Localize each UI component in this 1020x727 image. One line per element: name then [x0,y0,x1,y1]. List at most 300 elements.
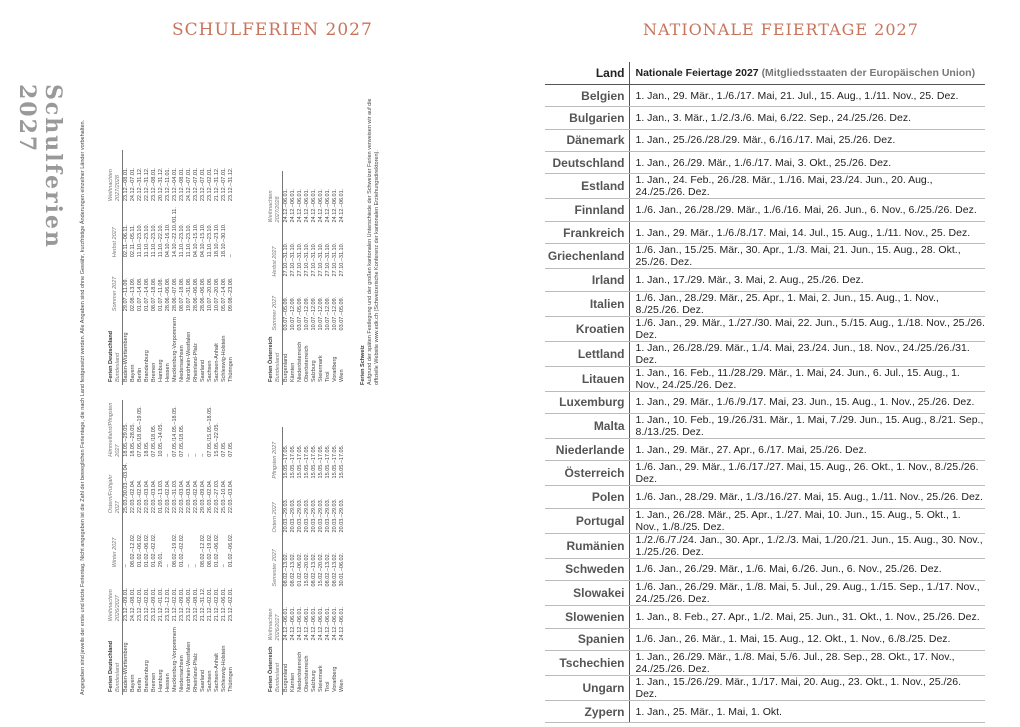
ferien-date-cell: 04.10.–16.10. [165,223,171,258]
dates-cell: 1. Jan., 25. Mär., 1. Mai, 1. Okt. [629,700,985,722]
ferien-date-cell: 07.05./18.05. [179,424,185,457]
land-cell: Finnland [545,199,629,221]
land-cell: Deutschland [545,152,629,174]
table-row [318,427,325,695]
ferien-date-cell: 04.10.–15.10. [193,223,199,258]
ferien-header-cell [108,624,123,695]
bundesland-cell: Niederösterreich [297,651,303,692]
bundesland-cell: Bremen [151,362,157,382]
ferien-date-cell: 27.10.–31.10. [339,242,345,277]
table-row [207,150,214,385]
dates-cell: 1. Jan., 26./29. Mär., 1./8. Mai, 5./6. Jul., 28. Sep., 28. Okt., 17. Nov., 24./25./26. Dez. [629,650,985,675]
table-row [325,171,332,385]
ferien-date-cell: 01.07.–11.08. [158,277,164,312]
dates-cell: 1./6. Jan., 26./29. Mär., 1./8. Mai, 5. Jul., 29. Aug., 1./15. Sep., 1./17. Nov., 24./25./26. Dez. [629,581,985,606]
table-row [545,316,985,341]
ferien-date-cell: 15.05.–17.05. [325,444,331,479]
bundesland-cell: Bremen [151,672,157,692]
ferien-date-cell: 02.11.–06.11. [123,224,129,258]
ferien-header-cell [268,333,283,385]
ferien-date-cell: 24.12.–06.01. [290,606,296,641]
ferien-date-cell: 05.07.–14.08. [221,277,227,312]
ferien-date-cell: 20.03.–29.03. [311,498,317,533]
land-cell: Kroatien [545,316,629,341]
bundesland-cell: Brandenburg [144,350,150,382]
ferien-date-cell: 28.06.–06.08. [200,277,206,312]
ferien-column-header: Winter 2027 [108,516,123,570]
ferien-date-cell: 11.10.–23.10. [179,223,185,258]
bundesland-cell: Schleswig-Holstein [221,645,227,692]
table-row [297,171,304,385]
ferien-date-cell: 24.12.–06.01. [283,188,289,223]
ferien-date-cell: 11.10.–23.10. [137,223,143,258]
ferien-column-header: Weihnachten 2027/2028 [268,171,283,225]
dates-cell: 1./6. Jan., 26./29. Mär., 1./6. Mai, 6./26. Jun., 6. Nov., 25./26. Dez. [629,558,985,580]
ferien-date-cell: 07.05./18.05. [151,424,157,457]
table-row [545,508,985,533]
bundesland-cell: Burgenland [283,663,289,692]
table-row [545,486,985,508]
ferien-header: Ferien Österreich [268,646,274,692]
bundesland-cell: Hessen [165,363,171,382]
header-land: Land [545,62,629,84]
ferien-date-cell: 23.12.–07.01. [221,167,227,202]
ferien-date-cell: 27.10.–31.10. [332,242,338,277]
ferien-date-cell: 01.07.–14.08. [137,277,143,312]
ferien-date-cell: 08.02.–19.02. [207,533,213,568]
table-row [545,650,985,675]
ferien-date-cell: 24.12.–06.01. [304,188,310,223]
ferien-date-cell: 21.12.–06.01. [221,587,227,622]
table-row [545,533,985,558]
land-cell: Polen [545,486,629,508]
ferien-schweiz-header: Ferien Schweiz [360,345,366,385]
ferien-column-header: Herbst 2027 [268,225,283,279]
bundesland-cell: Sachsen [207,670,213,692]
dates-cell: 1. Jan., 17./29. Mär., 3. Mai, 2. Aug., 25./26. Dez. [629,269,985,291]
ferien-date-cell: 21.12.–31.12. [200,587,206,622]
land-cell: Spanien [545,628,629,650]
ferien-date-cell: 23.12.–07.01. [200,167,206,202]
land-cell: Österreich [545,461,629,486]
bundesland-cell: Baden-Württemberg [123,642,129,692]
ferien-date-cell: 08.02.–13.02. [283,552,289,587]
ferien-date-cell: 23.12.–31.12. [228,167,234,202]
ferien-header: Ferien Deutschland [108,640,114,692]
ferien-schweiz [360,95,381,385]
ferien-date-cell: 11.10.–22.10. [158,223,164,258]
ferien-column-header: Weihnachten 2027/2028 [108,150,123,204]
table-row [137,400,144,695]
land-cell: Griechenland [545,244,629,269]
ferien-date-cell: 24.12.–06.01. [339,188,345,223]
ferien-date-cell: 22.03.–03.04. [151,479,157,514]
ferien-date-cell: 22.12.–31.12. [144,167,150,202]
table-row [545,461,985,486]
ferien-date-cell: 03.07.–05.09. [297,296,303,331]
bundesland-cell: Vorarlberg [332,356,338,382]
table-row [545,675,985,700]
ferien-date-cell: 01.02.–02.02. [179,533,185,568]
table-row [311,171,318,385]
dates-cell: 1. Jan., 29. Mär., 1./6./17. Mai, 21. Jul., 15. Aug., 1./11. Nov., 25. Dez. [629,84,985,106]
table-row [186,150,193,385]
ferien-date-cell: 21.12.–02.01. [172,587,178,622]
ferien-date-cell: 23.12.–08.01. [179,167,185,202]
ferien-date-cell: 01.02.–06.02. [137,533,143,568]
ferien-date-cell: 23.12.–12.01. [165,587,171,622]
bundesland-cell: Hamburg [158,359,164,382]
ferien-date-cell: 22.12.–31.12. [137,167,143,202]
ferien-date-cell: 14.10.–22.10./01.11. [172,207,178,258]
bundesland-cell: Thüringen [228,357,234,382]
bundesland-cell: Rheinland-Pfalz [193,343,199,382]
table-row [545,558,985,580]
ferien-date-cell: 21.12.–02.01. [207,587,213,622]
ferien-date-cell: 23.12.–09.01. [123,587,129,622]
dates-cell: 1. Jan., 26./28. Mär., 25. Apr., 1./27. Mai, 10. Jun., 15. Aug., 5. Okt., 1. Nov., 1./8./25. Dez. [629,508,985,533]
ferien-date-cell: 29.07.–11.09. [123,277,129,312]
ferien-date-cell: 10.07.–20.08. [214,277,220,312]
ferien-date-cell: 08.07.–18.08. [179,277,185,312]
table-row [545,84,985,106]
bundesland-cell: Wien [339,369,345,382]
ferien-date-cell: 22.03.–03.04. [144,479,150,514]
ferien-date-cell: 27.10.–31.10. [290,242,296,277]
ferien-date-cell: 24.12.–06.01. [332,188,338,223]
ferien-date-cell: 20.03.–29.03. [304,498,310,533]
table-row [123,400,131,695]
bundesland-cell: Rheinland-Pfalz [193,653,199,692]
ferien-date-cell: 24.12.–06.01. [290,188,296,223]
dates-cell: 1. Jan., 24. Feb., 26./28. Mär., 1./16. Mai, 23./24. Jun., 20. Aug., 24./25./26. Dez. [629,174,985,199]
table-row [130,150,137,385]
ferien-date-cell: 22.03.–02.04. [165,479,171,514]
ferien-date-cell: 11.10.–23.10. [207,223,213,258]
table-row [545,174,985,199]
land-cell: Litauen [545,366,629,391]
land-cell: Malta [545,414,629,439]
table-row [318,171,325,385]
ferien-table [108,150,235,385]
ferien-date-cell: 10.07.–12.09. [325,296,331,331]
bundesland-cell: Sachsen-Anhalt [214,343,220,382]
ferien-date-cell: 22.03.–02.04. [137,479,143,514]
bundesland-cell: Vorarlberg [332,666,338,692]
ferien-date-cell: 15.05.–17.05. [318,444,324,479]
table-row [214,150,221,385]
table-row [545,244,985,269]
ferien-date-cell: 20.03.–29.03. [297,498,303,533]
ferien-date-cell: 26.03.–02.04. [207,479,213,514]
ferien-date-cell: 29.03.–09.04. [200,479,206,514]
ferien-date-cell: 23.12.–08.01. [123,167,129,202]
table-row [151,150,158,385]
table-row [207,400,214,695]
ferien-date-cell: 20.03.–29.03. [332,498,338,533]
ferien-date-cell: 01.02.–06.02. [297,552,303,587]
ferien-header: Ferien Österreich [268,336,274,382]
table-at-2 [268,171,346,385]
ferien-date-cell: 21.12.–02.01. [214,587,220,622]
land-cell: Italien [545,291,629,316]
land-cell: Rumänien [545,533,629,558]
table-row [179,400,186,695]
table-row [297,427,304,695]
bundesland-cell: Hamburg [158,669,164,692]
bundesland-cell: Schleswig-Holstein [221,335,227,382]
land-cell: Niederlande [545,439,629,461]
land-cell: Estland [545,174,629,199]
table-row [545,291,985,316]
ferien-header-cell [268,643,283,695]
ferien-date-cell: 23.12.–09.01. [151,587,157,622]
ferien-date-cell: 18.05. [144,441,150,457]
ferien-date-cell: – [165,564,171,568]
ferien-date-cell: 24.12.–06.01. [318,188,324,223]
ferien-date-cell: 22.03.–03.04. [179,479,185,514]
table-row [545,341,985,366]
bundesland-cell: Saarland [200,669,206,692]
ferien-date-cell: 21.12.–31.12. [214,167,220,202]
table-row [214,400,221,695]
ferien-column-header: Sommer 2027 [268,279,283,333]
ferien-schweiz-text: Aufgrund der späten Festlegung und der großen kantonalen Unterschiede der Schweizer Ferien verweisen wir auf die offizielle Website www.edk.ch (Schweizerische Konferenz der kantonalen Erziehungsdirektoren). [367,98,380,385]
table-row [158,400,165,695]
ferien-date-cell: 28.06.–06.08. [193,277,199,312]
bundesland-cell: Kärnten [290,362,296,382]
feiertage-title: NATIONALE FEIERTAGE 2027 [643,20,919,39]
ferien-date-cell: 07.05./18.05.–19.05. [137,406,143,457]
table-row [545,391,985,413]
ferien-date-cell: 15.05.–17.05. [290,444,296,479]
ferien-date-cell: 08.02.–13.02. [325,552,331,587]
dates-cell: 1./6. Jan., 26. Mär., 1. Mai, 15. Aug., 12. Okt., 1. Nov., 6./8./25. Dez. [629,628,985,650]
ferien-column-header: Himmelfahrt/Pfingsten 2027 [108,400,123,460]
bundesland-cell: Mecklenburg-Vorpommern [172,627,178,692]
table-row [283,171,291,385]
dates-cell: 1. Jan., 8. Feb., 27. Apr., 1./2. Mai, 25. Jun., 31. Okt., 1. Nov., 25./26. Dez. [629,606,985,628]
table-at-1 [268,427,346,695]
ferien-header-cell [108,314,123,385]
bundesland-cell: Oberösterreich [304,655,310,692]
ferien-date-cell: 03.07.–05.09. [283,296,289,331]
ferien-date-cell: 23.12.–08.01. [151,167,157,202]
table-row [172,150,179,385]
ferien-date-cell: 08.02.–13.02. [290,552,296,587]
ferien-date-cell: – [193,564,199,568]
ferien-date-cell: 25.03./30.03.–03.04. [123,462,129,514]
table-row [545,700,985,722]
ferien-date-cell: 23.12.–08.01. [193,587,199,622]
bundesland-cell: Hessen [165,673,171,692]
table-row [545,152,985,174]
ferien-date-cell: 08.02.–13.02. [311,552,317,587]
ferien-column-header: Weihnachten 2026/2027 [268,589,283,643]
ferien-date-cell: 10.07.–12.09. [304,296,310,331]
bundesland-cell: Nordrhein-Westfalen [186,331,192,382]
bundesland-cell: Sachsen [207,360,213,382]
ferien-date-cell: 20.03.–29.03. [325,498,331,533]
ferien-date-cell: 24.12.–07.01. [186,167,192,202]
table-row [193,150,200,385]
ferien-date-cell: 24.12.–06.01. [325,606,331,641]
bundesland-cell: Salzburg [311,670,317,692]
ferien-date-cell: 15.05.–17.05. [339,444,345,479]
ferien-header-row [108,150,123,385]
ferien-date-cell: 18.10.–30.10. [221,223,227,258]
table-row [179,150,186,385]
ferien-date-cell: 08.02.–13.02. [332,552,338,587]
bundesland-cell: Steiermark [318,665,324,692]
ferien-date-cell: 01.02.–02.02. [151,533,157,568]
bundesland-cell: Sachsen-Anhalt [214,653,220,692]
bundesland-cell: Berlin [137,367,143,382]
ferien-date-cell: 10.07.–12.09. [318,296,324,331]
bundesland-cell: Mecklenburg-Vorpommern [172,317,178,382]
table-row [545,366,985,391]
ferien-date-cell: 15.05.–17.05. [332,444,338,479]
ferien-date-cell: 28.06.–07.08. [172,277,178,312]
bundesland-cell: Tirol [325,371,331,382]
bundesland-cell: Wien [339,679,345,692]
table-row [221,150,228,385]
land-cell: Zypern [545,700,629,722]
table-row [137,150,144,385]
ferien-date-cell: 23.12.–07.01. [193,167,199,202]
ferien-date-cell: 20.03.–29.03. [339,498,345,533]
ferien-column-header: Sommer 2027 [108,260,123,314]
ferien-subheader: Bundesland [275,352,281,382]
ferien-column-header: Ostern 2027 [268,481,283,535]
table-row [123,150,131,385]
ferien-date-cell: 11.10.–23.10. [144,223,150,258]
table-row [186,400,193,695]
ferien-date-cell: 03.07.–05.09. [339,296,345,331]
dates-cell: 1. Jan., 16. Feb., 11./28./29. Mär., 1. Mai, 24. Jun., 6. Jul., 15. Aug., 1. Nov., 24./25./26. Dez. [629,366,985,391]
table-row [165,150,172,385]
land-cell: Dänemark [545,129,629,151]
ferien-date-cell: 27.10.–31.10. [311,242,317,277]
ferien-column-header: Ostern/Frühjahr 2027 [108,460,123,516]
ferien-header-row [268,171,283,385]
table-row [193,400,200,695]
ferien-table [108,400,235,695]
ferien-date-cell: 07.05./14.05.–18.05. [172,406,178,457]
ferien-date-cell: 24.12.–06.01. [297,606,303,641]
bundesland-cell: Berlin [137,677,143,692]
ferien-date-cell: 18.05.–28.05. [130,423,136,457]
ferien-date-cell: 01.02.–06.02. [144,533,150,568]
ferien-date-cell: 08.02.–12.02. [130,533,136,568]
ferien-date-cell: 01.02.–06.02. [214,533,220,568]
ferien-date-cell: 24.12.–06.01. [332,606,338,641]
table-row [545,581,985,606]
ferien-date-cell: 10.07.–12.09. [290,296,296,331]
bundesland-cell: Niedersachsen [179,655,185,692]
dates-cell: 1./6. Jan., 29. Mär., 1./6./17./27. Mai, 15. Aug., 26. Okt., 1. Nov., 8./25./26. Dez. [629,461,985,486]
ferien-date-cell: 01.03.–13.03. [158,479,164,514]
ferien-date-cell: 20.03.–29.03. [290,498,296,533]
table-row [339,171,346,385]
ferien-date-cell: – [228,254,234,258]
land-cell: Slowenien [545,606,629,628]
ferien-date-cell: 15.05.–17.05. [297,444,303,479]
table-row [545,129,985,151]
ferien-date-cell: – [200,453,206,457]
table-row [144,400,151,695]
ferien-date-cell: – [186,453,192,457]
table-row [545,439,985,461]
ferien-date-cell: 27.10.–31.10. [304,242,310,277]
bundesland-cell: Oberösterreich [304,345,310,382]
table-row [545,221,985,243]
table-row [545,269,985,291]
ferien-date-cell: 23.12.–02.01. [207,167,213,202]
ferien-date-cell: 24.12.–06.01. [304,606,310,641]
table-row [339,427,346,695]
dates-cell: 1./6. Jan., 15./25. Mär., 30. Apr., 1./3. Mai, 21. Jun., 15. Aug., 28. Okt., 25./26. Dez. [629,244,985,269]
ferien-date-cell: 28.06.–06.08. [165,277,171,312]
ferien-date-cell: – [193,453,199,457]
land-cell: Luxemburg [545,391,629,413]
ferien-date-cell: 27.10.–31.10. [297,242,303,277]
bundesland-cell: Niedersachsen [179,345,185,382]
table-de-1 [108,400,235,695]
ferien-header: Ferien Deutschland [108,330,114,382]
ferien-column-header: Herbst 2027 [108,204,123,260]
bundesland-cell: Nordrhein-Westfalen [186,641,192,692]
ferien-date-cell: 07.05./15.05.–18.05. [207,406,213,457]
table-row [151,400,158,695]
ferien-date-cell: 23.12.–02.01. [144,587,150,622]
bundesland-cell: Saarland [200,359,206,382]
dates-cell: 1./6. Jan., 28./29. Mär., 25. Apr., 1. Mai, 2. Jun., 15. Aug., 1. Nov., 8./25./26. Dez. [629,291,985,316]
header-sub: (Mitgliedsstaaten der Europäischen Union) [761,66,976,79]
dates-cell: 1. Jan., 26./28./29. Mär., 1./4. Mai, 23./24. Jun., 18. Nov., 24./25./26./31. Dez. [629,341,985,366]
header-title: Nationale Feiertage 2027 [635,66,759,79]
ferien-date-cell: 23.12.–04.01. [172,167,178,202]
ferien-date-cell: 24.12.–06.01. [311,188,317,223]
dates-cell: 1./6. Jan., 28./29. Mär., 1./3./16./27. Mai, 15. Aug., 1./11. Nov., 25./26. Dez. [629,486,985,508]
table-row [325,427,332,695]
table-row [165,400,172,695]
ferien-date-cell: 09.08.–23.08. [228,277,234,312]
ferien-date-cell: 07.05. [228,441,234,457]
ferien-date-cell: 23.12.–02.01. [137,587,143,622]
table-de-2 [108,150,235,385]
dates-cell: 1. Jan., 15./26./29. Mär., 1./17. Mai, 20. Aug., 23. Okt., 1. Nov., 25./26. Dez. [629,675,985,700]
ferien-date-cell: 01.02.–06.02. [228,533,234,568]
ferien-date-cell: 11.10.–23.10. [151,223,157,258]
dates-cell: 1./6. Jan., 26./28./29. Mär., 1./6./16. Mai, 26. Jun., 6. Nov., 6./25./26. Dez. [629,199,985,221]
table-row [172,400,179,695]
ferien-date-cell: 08.02.–12.02. [200,533,206,568]
land-cell: Portugal [545,508,629,533]
dates-cell: 1. Jan., 29. Mär., 27. Apr., 6./17. Mai, 25./26. Dez. [629,439,985,461]
schulferien-note: Angegeben sind jeweils der erste und letzte Ferientag. Nicht angegeben ist die Zahl der beweglichen Ferientage, die nach Land festgesetzt werden. Alle Angaben sind ohne Gewähr, kurzfristige Änderungen einzelner Länder vorbehalten. [80,119,86,695]
ferien-date-cell: 15.02.–20.02. [318,552,324,587]
table-row [304,427,311,695]
table-row [545,199,985,221]
ferien-table [268,171,346,385]
ferien-date-cell: 18.05.–29.05. [123,423,129,457]
ferien-column-header: Semester 2027 [268,535,283,589]
table-row [545,606,985,628]
bundesland-cell: Baden-Württemberg [123,332,129,382]
land-cell: Belgien [545,84,629,106]
ferien-date-cell: 24.12.–06.01. [297,188,303,223]
